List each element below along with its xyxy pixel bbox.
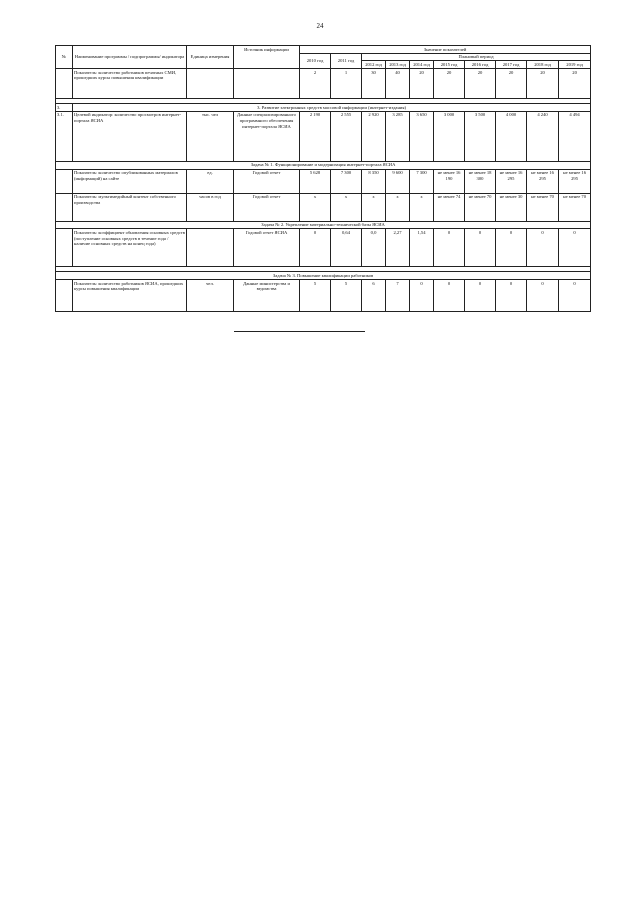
row-unit: ед. [187, 169, 234, 193]
header-no: № [56, 46, 73, 69]
row-value: не менее 30 [496, 193, 527, 221]
row-value: не менее 18 300 [465, 169, 496, 193]
header-year: 2019 год [559, 61, 591, 69]
row-source [234, 69, 300, 99]
header-plan: Плановый период [362, 53, 591, 61]
header-year: 2015 год [434, 61, 465, 69]
row-value: 0,0 [362, 229, 386, 267]
table-row [56, 280, 591, 312]
row-no [56, 69, 73, 99]
header-name: Наименование программы / подпрограммы/ индикатора [73, 46, 187, 69]
row-no [56, 280, 73, 312]
row-no [56, 193, 73, 221]
row-value: 5 628 [300, 169, 331, 193]
row-value: x [410, 193, 434, 221]
row-unit: часов в год [187, 193, 234, 221]
section-title: 3. Развитие электронных средств массовой информации (интернет-издания) [73, 104, 591, 112]
row-value: не менее 16 295 [559, 169, 591, 193]
row-name: Показатель: количество работников ЯСИА, прошедших курсы повышения квалификации [73, 280, 187, 312]
row-value: 0,64 [331, 229, 362, 267]
row-value: 0 [527, 280, 559, 312]
row-value: x [386, 193, 410, 221]
row-value: 2 555 [331, 111, 362, 161]
header-year: 2014 год [410, 61, 434, 69]
header-unit: Единица измерения [187, 46, 234, 69]
table-row [56, 229, 591, 267]
row-value: 9 600 [386, 169, 410, 193]
row-value: 3 650 [410, 111, 434, 161]
row-value: не менее 70 [559, 193, 591, 221]
task-title: Задача № 1. Функционирование и модернизация интернет-портала ЯСИА [56, 161, 591, 169]
row-value: x [331, 193, 362, 221]
row-value: 2 [300, 69, 331, 99]
row-value: 20 [559, 69, 591, 99]
row-value: 0 [465, 280, 496, 312]
section-row [56, 104, 591, 112]
row-no [56, 169, 73, 193]
row-value: 0 [496, 229, 527, 267]
row-name: Показатель: коэффициент обновления основных средств (поступление основных средств в течение года / наличие основных средств на конец года) [73, 229, 187, 267]
header-year: 2012 год [362, 61, 386, 69]
row-source: Годовой отчет [234, 169, 300, 193]
row-value: 7 300 [331, 169, 362, 193]
row-source: Годовой отчет [234, 193, 300, 221]
row-value: 0 [559, 229, 591, 267]
row-name: Показатель: количество работников печатных СМИ, прошедших курсы повышения квалификации [73, 69, 187, 99]
row-value: не менее 70 [527, 193, 559, 221]
row-value: 4 240 [527, 111, 559, 161]
row-value: 4 494 [559, 111, 591, 161]
row-value: не менее 70 [465, 193, 496, 221]
row-unit: тыс. чел [187, 111, 234, 161]
row-unit [187, 229, 234, 267]
row-value: 2 920 [362, 111, 386, 161]
row-value: 0 [496, 280, 527, 312]
row-value: 3 000 [434, 111, 465, 161]
row-value: 0 [559, 280, 591, 312]
row-value: 2 190 [300, 111, 331, 161]
indicators-table [55, 45, 591, 312]
row-value: 7 [386, 280, 410, 312]
row-source: Данные специализированного программного обеспечения интернет-портала ЯСИА [234, 111, 300, 161]
header-source: Источник информации [234, 46, 300, 69]
section-no: 3. [56, 104, 73, 112]
row-value: 20 [496, 69, 527, 99]
row-value: 1,54 [410, 229, 434, 267]
row-value: не менее 16 190 [434, 169, 465, 193]
row-value: x [362, 193, 386, 221]
row-name: Показатель: количество опубликованных материалов (информаций) на сайте [73, 169, 187, 193]
row-value: 20 [434, 69, 465, 99]
row-source: Данные министерства и ведомства [234, 280, 300, 312]
row-unit [187, 69, 234, 99]
header-year: 2016 год [465, 61, 496, 69]
row-value: 20 [465, 69, 496, 99]
row-value: 1 [331, 69, 362, 99]
row-value: не менее 16 295 [496, 169, 527, 193]
row-value: 6 [362, 280, 386, 312]
footnote-divider [234, 331, 365, 332]
row-value: x [300, 193, 331, 221]
row-value: 0 [527, 229, 559, 267]
row-source: Годовой отчет ЯСИА [234, 229, 300, 267]
row-value: не менее 74 [434, 193, 465, 221]
row-value: не менее 16 295 [527, 169, 559, 193]
table-row [56, 169, 591, 193]
task-title: Задача № 2. Укрепление материально-технической базы ЯСИА [56, 221, 591, 229]
header-year: 2018 год [527, 61, 559, 69]
row-value: 0 [410, 280, 434, 312]
row-no: 3.1. [56, 111, 73, 161]
header-year: 2017 год [496, 61, 527, 69]
row-value: 0 [300, 229, 331, 267]
header-year: 2010 год [300, 53, 331, 68]
task-title: Задача № 3. Повышение квалификации работников [56, 272, 591, 280]
table-row [56, 193, 591, 221]
row-value: 4 000 [496, 111, 527, 161]
row-value: 5 [300, 280, 331, 312]
task-row [56, 221, 591, 229]
header-year: 2013 год [386, 61, 410, 69]
row-value: 7 300 [410, 169, 434, 193]
header-values: Значение показателей [300, 46, 591, 54]
row-value: 8 350 [362, 169, 386, 193]
row-value: 30 [362, 69, 386, 99]
row-value: 0 [465, 229, 496, 267]
row-value: 2,27 [386, 229, 410, 267]
row-value: 0 [434, 229, 465, 267]
row-name: Целевой индикатор: количество просмотров интернет-портала ЯСИА [73, 111, 187, 161]
row-value: 20 [410, 69, 434, 99]
header-year: 2011 год [331, 53, 362, 68]
table-row [56, 69, 591, 99]
row-value: 3 285 [386, 111, 410, 161]
row-no [56, 229, 73, 267]
row-value: 0 [434, 280, 465, 312]
row-value: 40 [386, 69, 410, 99]
page-number: 24 [316, 22, 324, 30]
task-row [56, 161, 591, 169]
row-value: 20 [527, 69, 559, 99]
table-row [56, 111, 591, 161]
row-value: 3 500 [465, 111, 496, 161]
row-value: 5 [331, 280, 362, 312]
row-name: Показатель: мультимедийный контент собственного производства [73, 193, 187, 221]
row-unit: чел. [187, 280, 234, 312]
task-row [56, 272, 591, 280]
